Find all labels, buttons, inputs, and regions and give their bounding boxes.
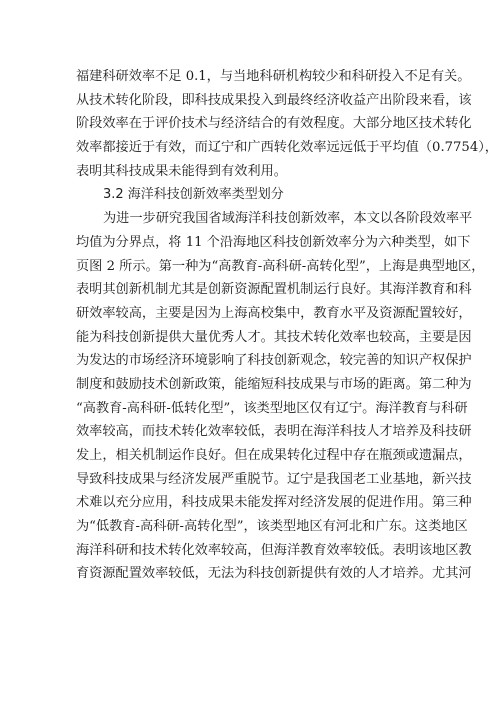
text-line: 福建科研效率不足 0.1，与当地科研机构较少和科研投入不足有关。 — [76, 69, 471, 84]
text-line: 页图 2 所示。第一种为“高教育-高科研-高转化型”，上海是典型地区， — [76, 258, 485, 274]
document-body — [76, 65, 498, 586]
section-heading: 3.2 海洋科技创新效率类型划分 — [103, 187, 284, 203]
text-line: 效率都接近于有效，而辽宁和广西转化效率远远低于平均值（0.7754）， — [76, 140, 498, 156]
text-line: 阶段效率在于评价技术与经济结合的有效程度。大部分地区技术转化 — [76, 116, 472, 132]
text-line: 发上，相关机制运作良好。但在成果转化过程中存在瓶颈或遗漏点， — [76, 448, 472, 463]
text-line: 海洋科研和技术转化效率较高，但海洋教育效率较低。表明该地区教 — [76, 542, 472, 558]
text-line: 能为科技创新提供大量优秀人才。其技术转化效率也较高，主要是因 — [76, 329, 472, 345]
text-line: 为发达的市场经济环境影响了科技创新观念，较完善的知识产权保护 — [76, 353, 472, 369]
text-line: 术难以充分应用，科技成果未能发挥对经济发展的促进作用。第三种 — [76, 495, 472, 511]
text-line: 育资源配置效率较低，无法为科技创新提供有效的人才培养。尤其河 — [76, 566, 472, 582]
text-line: 效率较高，而技术转化效率较低，表明在海洋科技人才培养及科技研 — [76, 424, 472, 440]
text-line: 研效率较高，主要是因为上海高校集中，教育水平及资源配置较好， — [76, 305, 472, 321]
text-line: 表明其科技成果未能得到有效利用。 — [76, 163, 287, 179]
text-line: 为“低教育-高科研-高转化型”，该类型地区有河北和广东。这类地区 — [76, 519, 468, 535]
text-line: “高教育-高科研-低转化型”，该类型地区仅有辽宁。海洋教育与科研 — [76, 400, 468, 416]
text-line: 均值为分界点，将 11 个沿海地区科技创新效率分为六种类型，如下 — [76, 234, 471, 250]
text-line: 从技术转化阶段，即科技成果投入到最终经济收益产出阶段来看，该 — [76, 92, 472, 108]
text-line: 制度和鼓励技术创新政策，能缩短科技成果与市场的距离。第二种为 — [76, 376, 472, 392]
text-line: 导致科技成果与经济发展严重脱节。辽宁是我国老工业基地，新兴技 — [76, 471, 472, 487]
text-line: 为进一步研究我国省域海洋科技创新效率，本文以各阶段效率平 — [103, 211, 473, 227]
text-line: 表明其创新机制尤其是创新资源配置机制运行良好。其海洋教育和科 — [76, 282, 472, 298]
